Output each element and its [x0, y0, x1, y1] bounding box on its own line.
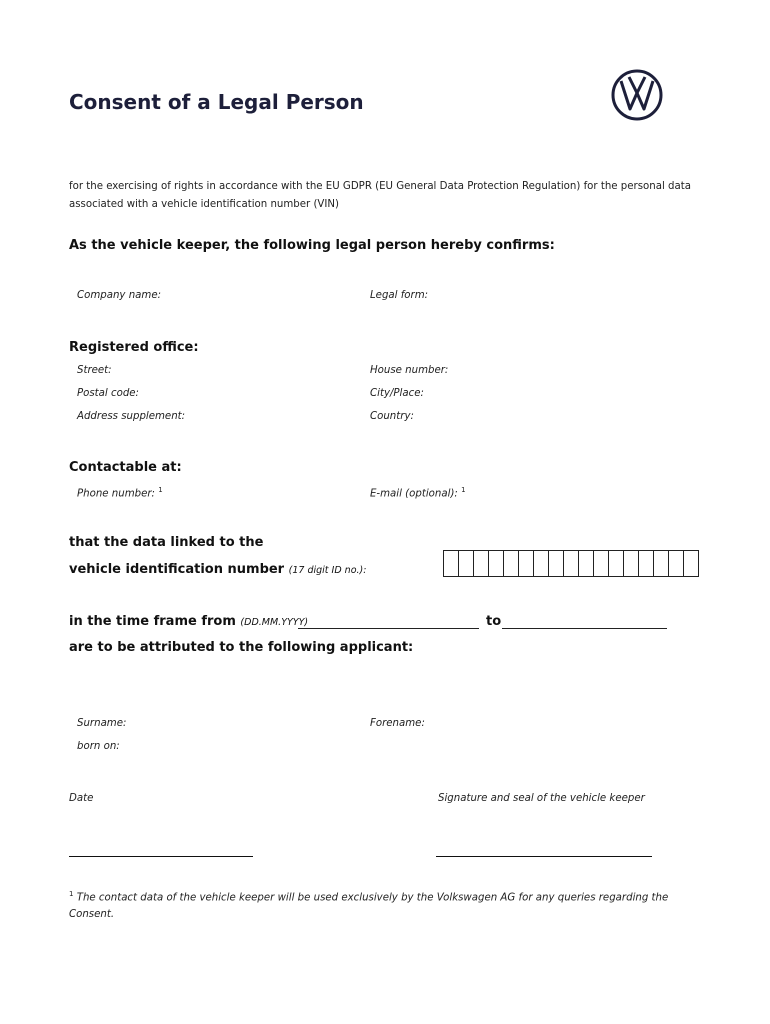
- vin-digit-box[interactable]: [549, 551, 564, 576]
- born-on-label: born on:: [77, 741, 120, 752]
- email-footnote-mark: 1: [461, 486, 466, 494]
- vin-digit-box[interactable]: [609, 551, 624, 576]
- timeframe-from-text: in the time frame from: [69, 614, 236, 629]
- vin-digit-box[interactable]: [669, 551, 684, 576]
- email-label-text: E-mail (optional):: [370, 488, 458, 500]
- phone-label: [77, 486, 163, 499]
- vin-digit-box[interactable]: [579, 551, 594, 576]
- date-signature-line[interactable]: [69, 856, 253, 857]
- postal-code-label: Postal code:: [77, 388, 139, 399]
- date-format-hint: (DD.MM.YYYY): [240, 617, 309, 628]
- registered-office-heading: Registered office:: [69, 340, 199, 355]
- phone-footnote-mark: 1: [158, 486, 163, 494]
- vin-digit-box[interactable]: [519, 551, 534, 576]
- vin-hint: (17 digit ID no.):: [288, 565, 367, 576]
- vin-digit-box[interactable]: [594, 551, 609, 576]
- vin-label-text: vehicle identification number: [69, 562, 285, 577]
- vin-digit-box[interactable]: [639, 551, 654, 576]
- date-to-line[interactable]: [502, 628, 667, 629]
- attributed-heading: are to be attributed to the following applicant:: [69, 640, 414, 655]
- confirm-heading: As the vehicle keeper, the following legal person hereby confirms:: [69, 238, 555, 253]
- country-label: Country:: [370, 411, 414, 422]
- city-place-label: City/Place:: [370, 388, 424, 399]
- timeframe-from-label: [69, 614, 308, 629]
- keeper-signature-line[interactable]: [436, 856, 652, 857]
- vin-digit-box[interactable]: [564, 551, 579, 576]
- intro-text: for the exercising of rights in accordance with the EU GDPR (EU General Data Protection Regulation) for the personal data associated with a vehicle identification number (VIN): [69, 181, 691, 210]
- vin-input-boxes[interactable]: [443, 550, 699, 577]
- footnote: [69, 886, 709, 923]
- legal-form-label: Legal form:: [370, 290, 429, 301]
- house-number-label: House number:: [370, 365, 449, 376]
- company-name-label: Company name:: [77, 290, 162, 301]
- vin-digit-box[interactable]: [624, 551, 639, 576]
- contact-heading: Contactable at:: [69, 460, 182, 475]
- footnote-text: The contact data of the vehicle keeper will be used exclusively by the Volkswagen AG for any queries regarding the Consent.: [69, 892, 669, 921]
- date-label: Date: [69, 793, 94, 804]
- forename-label: Forename:: [370, 718, 425, 729]
- vin-intro-line: that the data linked to the: [69, 535, 264, 550]
- address-supplement-label: Address supplement:: [77, 411, 186, 422]
- vin-digit-box[interactable]: [504, 551, 519, 576]
- phone-label-text: Phone number:: [77, 488, 155, 500]
- vin-digit-box[interactable]: [654, 551, 669, 576]
- page-title: Consent of a Legal Person: [69, 90, 364, 114]
- vin-digit-box[interactable]: [444, 551, 459, 576]
- vin-digit-box[interactable]: [684, 551, 698, 576]
- vin-digit-box[interactable]: [534, 551, 549, 576]
- street-label: Street:: [77, 365, 112, 376]
- vin-label: [69, 562, 366, 577]
- vin-digit-box[interactable]: [489, 551, 504, 576]
- footnote-mark: 1: [69, 890, 74, 898]
- email-label: [370, 486, 466, 499]
- vin-digit-box[interactable]: [474, 551, 489, 576]
- date-from-line[interactable]: [298, 628, 479, 629]
- volkswagen-logo-icon: [611, 69, 663, 121]
- surname-label: Surname:: [77, 718, 127, 729]
- signature-seal-label: Signature and seal of the vehicle keeper: [438, 793, 645, 804]
- vin-digit-box[interactable]: [459, 551, 474, 576]
- timeframe-to-label: to: [486, 614, 502, 629]
